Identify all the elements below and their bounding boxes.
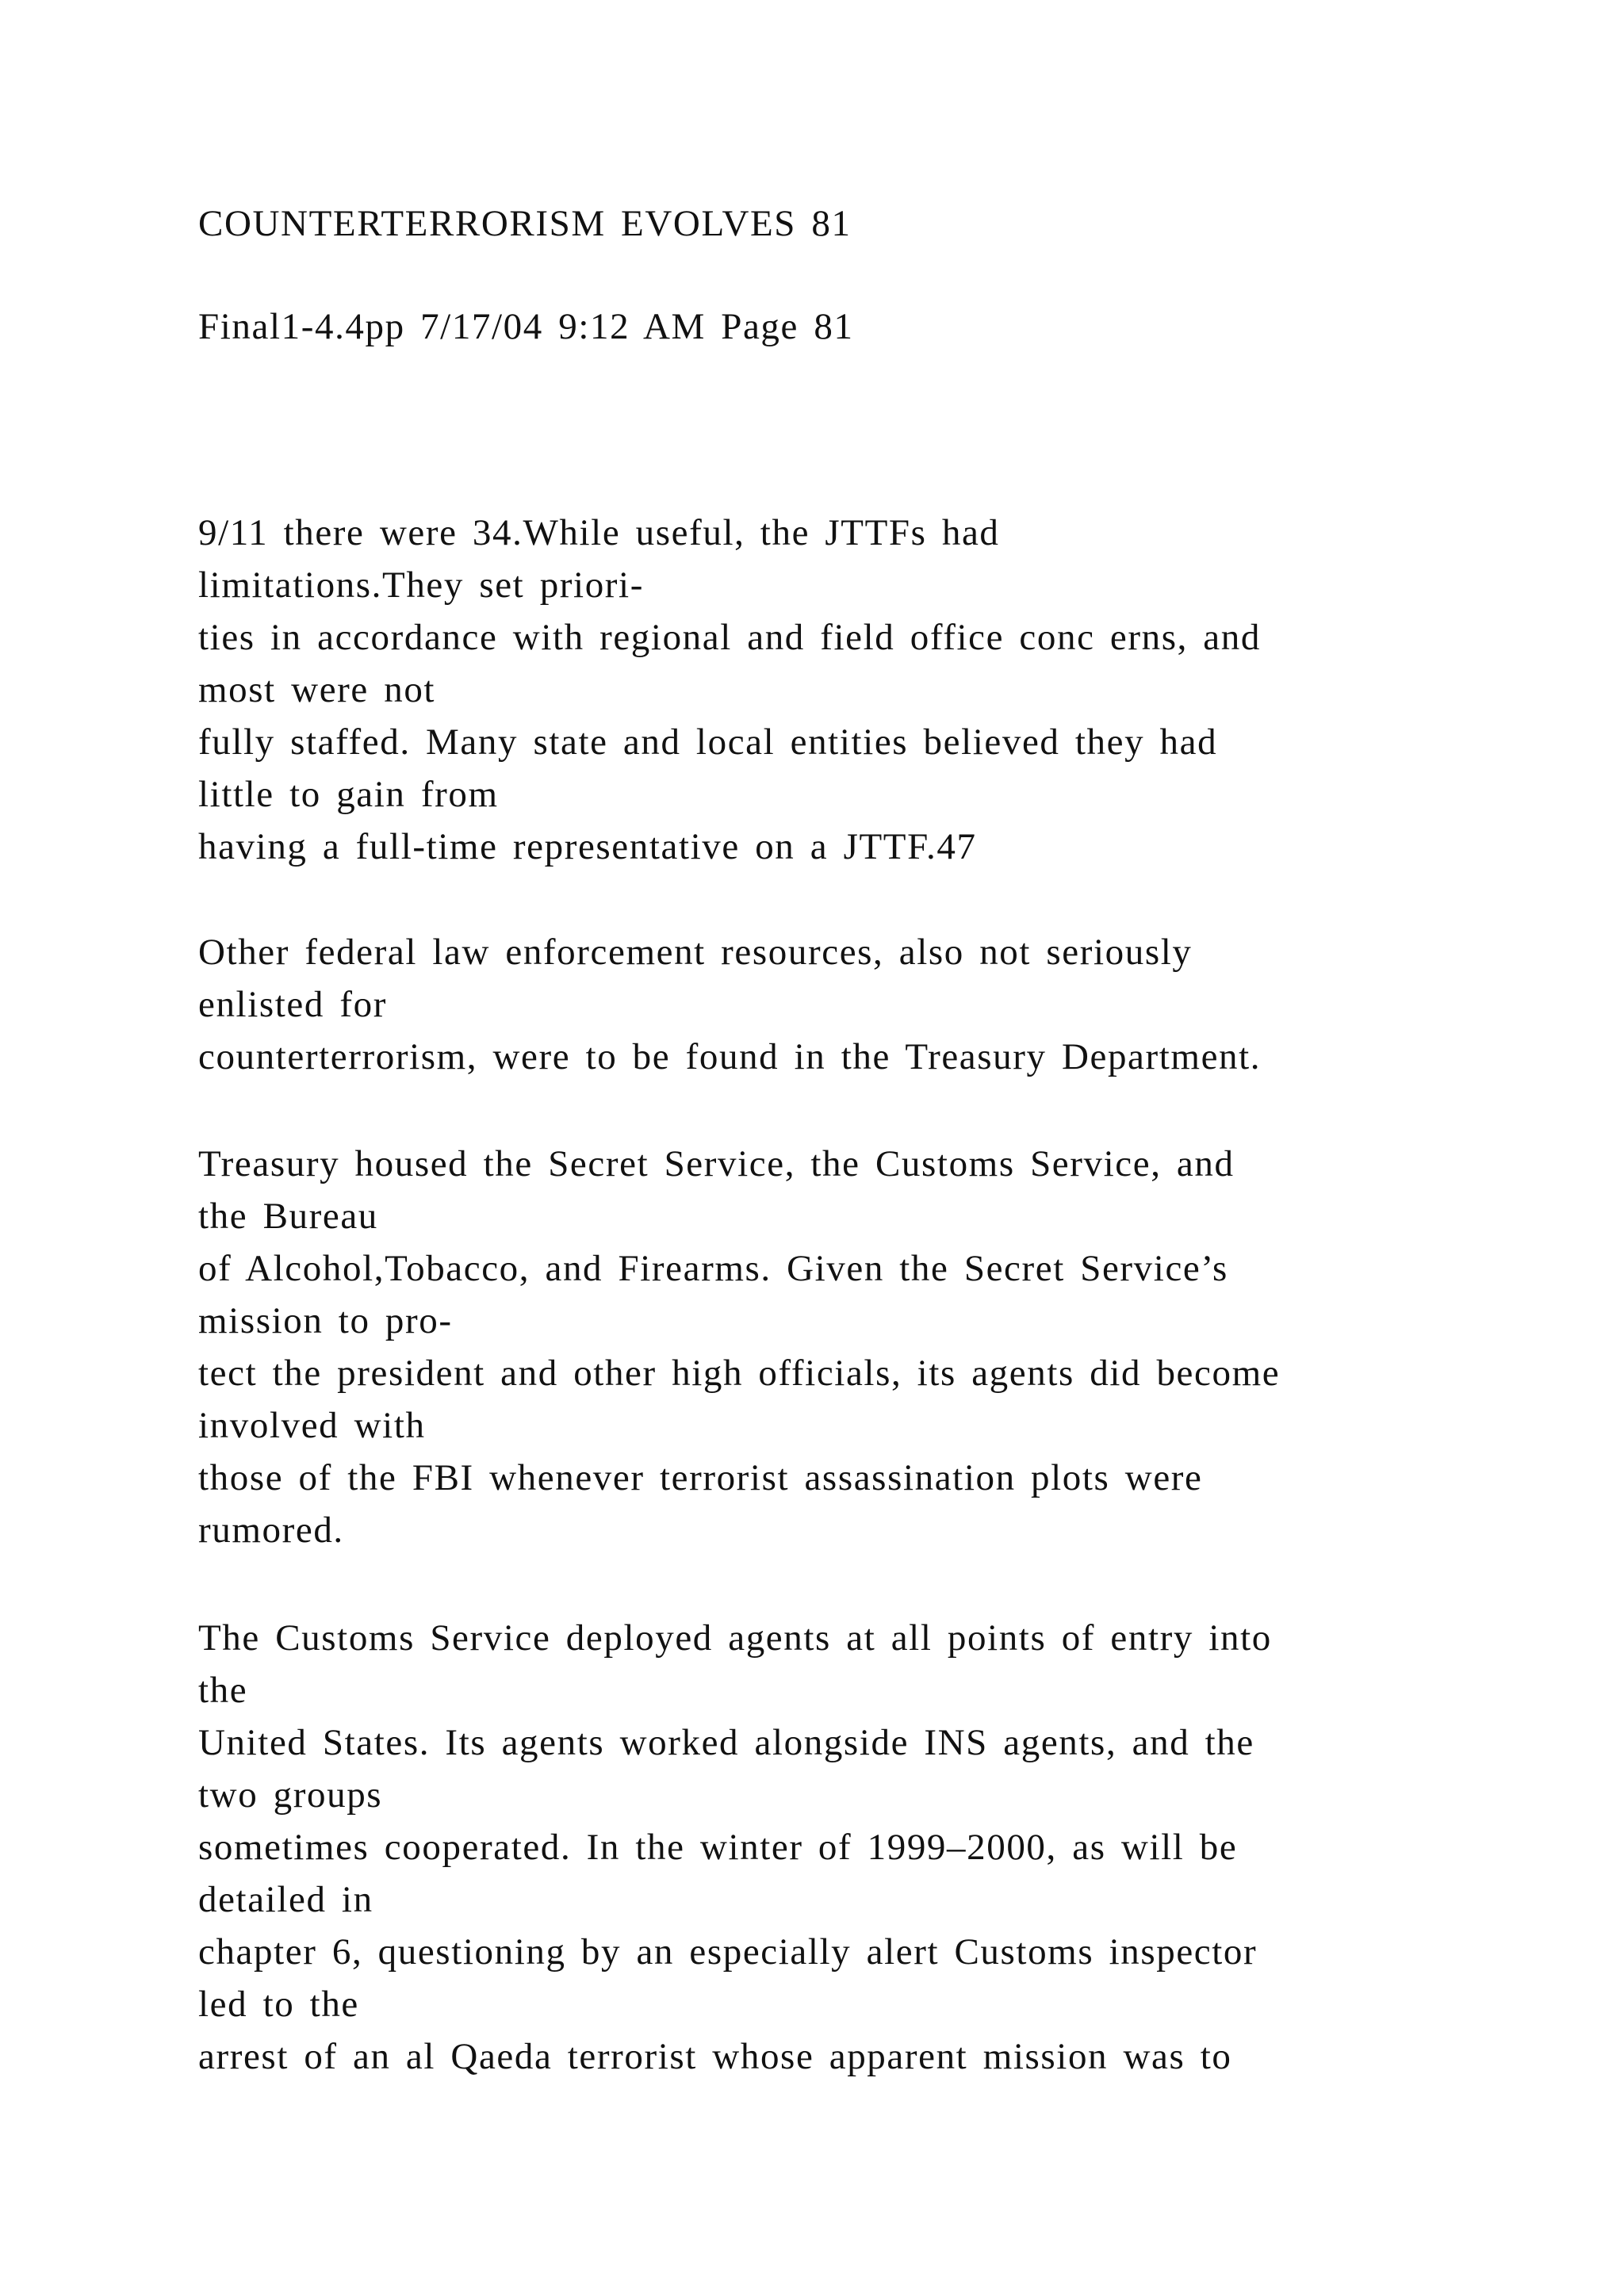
text-line: limitations.They set priori- (198, 564, 644, 606)
header-meta: Final1-4.4pp 7/17/04 9:12 AM Page 81 (198, 306, 854, 347)
print-slug (198, 300, 1515, 353)
text-line: led to the (198, 1984, 359, 2025)
text-line: arrest of an al Qaeda terrorist whose apparent mission was to (198, 2036, 1232, 2077)
text-line: 9/11 there were 34.While useful, the JTTFs had (198, 512, 1000, 553)
text-line: tect the president and other high officials, its agents did become (198, 1353, 1281, 1394)
text-line: the Bureau (198, 1196, 378, 1237)
text-line: fully staffed. Many state and local entities believed they had (198, 721, 1218, 763)
text-line: enlisted for (198, 984, 387, 1025)
text-line: The Customs Service deployed agents at all points of entry into (198, 1617, 1272, 1659)
text-line: detailed in (198, 1879, 373, 1920)
text-line: little to gain from (198, 774, 499, 815)
text-line: rumored. (198, 1510, 344, 1551)
text-line: chapter 6, questioning by an especially alert Customs inspector (198, 1931, 1258, 1973)
paragraph-4 (198, 1612, 1515, 2083)
paragraph-2 (198, 926, 1515, 1083)
text-line: involved with (198, 1405, 426, 1446)
text-line: Treasury housed the Secret Service, the Customs Service, and (198, 1143, 1235, 1184)
text-line: of Alcohol,Tobacco, and Firearms. Given the Secret Service’s (198, 1248, 1228, 1289)
text-line: mission to pro- (198, 1300, 453, 1341)
text-line: those of the FBI whenever terrorist assassination plots were (198, 1457, 1203, 1498)
text-line: most were not (198, 669, 436, 710)
text-line: United States. Its agents worked alongside INS agents, and the (198, 1722, 1254, 1763)
paragraph-1 (198, 507, 1515, 873)
text-line: ties in accordance with regional and field office conc erns, and (198, 617, 1261, 658)
text-line: Other federal law enforcement resources, also not seriously (198, 932, 1193, 973)
text-line: two groups (198, 1774, 383, 1816)
paragraph-3 (198, 1138, 1515, 1556)
text-line: counterterrorism, were to be found in the Treasury Department. (198, 1036, 1262, 1077)
text-line: having a full-time representative on a JTTF.47 (198, 826, 977, 867)
header-title: COUNTERTERRORISM EVOLVES 81 (198, 203, 852, 244)
text-line: the (198, 1670, 248, 1711)
text-line: sometimes cooperated. In the winter of 1999–2000, as will be (198, 1827, 1238, 1868)
running-header (198, 197, 1515, 250)
